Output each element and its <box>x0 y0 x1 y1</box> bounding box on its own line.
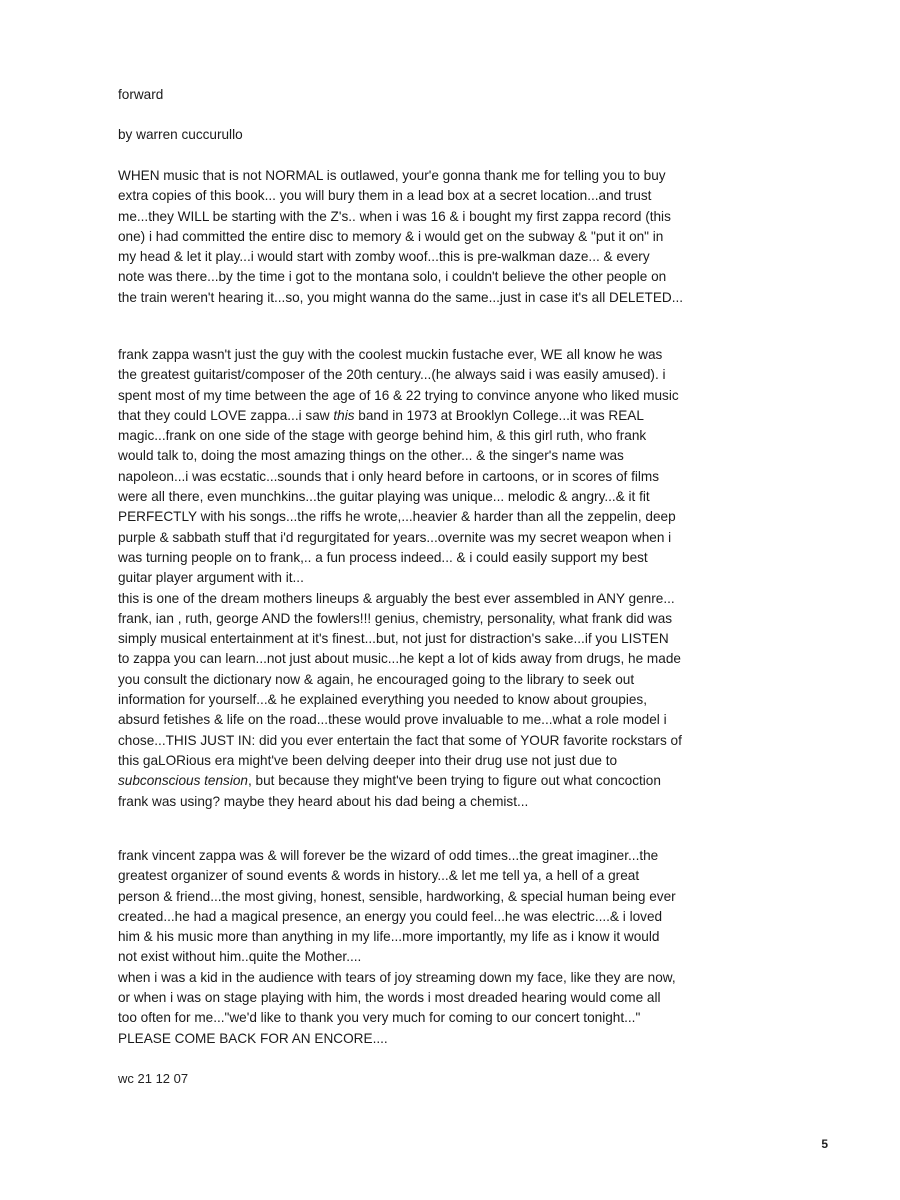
page-number: 5 <box>821 1137 828 1151</box>
text-line: my head & let it play...i would start with zomby woof...this is pre-walkman daze... & every <box>118 249 650 265</box>
text-line: you consult the dictionary now & again, he encouraged going to the library to seek out <box>118 671 635 687</box>
page-heading: forward <box>118 87 164 102</box>
text-line: him & his music more than anything in my life...more importantly, my life as i know it would <box>118 929 660 945</box>
text-line: this is one of the dream mothers lineups & arguably the best ever assembled in ANY genre... <box>118 590 675 606</box>
text-line: simply musical entertainment at it's finest...but, not just for distraction's sake...if you LISTEN <box>118 631 669 647</box>
text-line: absurd fetishes & life on the road...these would prove invaluable to me...what a role model i <box>118 712 667 728</box>
text-line: PERFECTLY with his songs...the riffs he wrote,...heavier & harder than all the zeppelin, deep <box>118 509 676 525</box>
text-line: one) i had committed the entire disc to memory & i would get on the subway & "put it on" in <box>118 228 664 244</box>
text-line: frank vincent zappa was & will forever be the wizard of odd times...the great imaginer...the <box>118 848 659 863</box>
text-line: extra copies of this book... you will bury them in a lead box at a secret location...and trust <box>118 188 652 204</box>
text-line: me...they WILL be starting with the Z's.. when i was 16 & i bought my first zappa record (this <box>118 208 671 224</box>
text-line: frank, ian , ruth, george AND the fowlers!!! genius, chemistry, personality, what frank did was <box>118 610 673 626</box>
text-line: too often for me..."we'd like to thank you very much for coming to our concert tonight..." <box>118 1010 641 1026</box>
paragraph-3 <box>118 846 818 1049</box>
text-line: when i was a kid in the audience with tears of joy streaming down my face, like they are now, <box>118 969 676 985</box>
text-line: WHEN music that is not NORMAL is outlawed, your'e gonna thank me for telling you to buy <box>118 168 666 183</box>
text-line: this gaLORious era might've been delving deeper into their drug use not just due to <box>118 752 618 768</box>
text-line: that they could LOVE zappa...i saw this band in 1973 at Brooklyn College...it was REAL <box>118 407 644 423</box>
text-line: were all there, even munchkins...the guitar playing was unique... melodic & angry...& it fit <box>118 489 650 505</box>
text-line: was turning people on to frank,.. a fun process indeed... & i could easily support my best <box>118 549 648 565</box>
text-line: purple & sabbath stuff that i'd regurgitated for years...overnite was my secret weapon when i <box>118 529 672 545</box>
text-line: magic...frank on one side of the stage with george behind him, & this girl ruth, who frank <box>118 428 647 444</box>
text-line: guitar player argument with it... <box>118 570 304 586</box>
text-line: the train weren't hearing it...so, you might wanna do the same...just in case it's all DELETED... <box>118 289 684 305</box>
text-line: spent most of my time between the age of 16 & 22 trying to convince anyone who liked music <box>118 387 679 403</box>
text-line: the greatest guitarist/composer of the 20th century...(he always said i was easily amused). i <box>118 367 666 383</box>
text-line: greatest organizer of sound events & words in history...& let me tell ya, a hell of a great <box>118 868 640 884</box>
text-line: note was there...by the time i got to the montana solo, i couldn't believe the other people on <box>118 269 667 285</box>
paragraph-2 <box>118 345 818 812</box>
text-line: subconscious tension, but because they might've been trying to figure out what concoction <box>118 773 661 789</box>
text-line: chose...THIS JUST IN: did you ever entertain the fact that some of YOUR favorite rockstars of <box>118 732 682 748</box>
text-line: frank zappa wasn't just the guy with the coolest muckin fustache ever, WE all know he was <box>118 347 663 362</box>
text-line: not exist without him..quite the Mother.... <box>118 949 362 965</box>
text-line: PLEASE COME BACK FOR AN ENCORE.... <box>118 1030 388 1046</box>
signature-date: wc 21 12 07 <box>118 1071 189 1086</box>
text-line: or when i was on stage playing with him, the words i most dreaded hearing would come all <box>118 990 661 1006</box>
text-line: created...he had a magical presence, an energy you could feel...he was electric....& i loved <box>118 908 663 924</box>
text-line: frank was using? maybe they heard about his dad being a chemist... <box>118 793 529 809</box>
text-line: person & friend...the most giving, honest, sensible, hardworking, & special human being ever <box>118 888 676 904</box>
paragraph-1 <box>118 166 818 308</box>
text-line: information for yourself...& he explained everything you needed to know about groupies, <box>118 692 647 708</box>
text-line: napoleon...i was ecstatic...sounds that i only heard before in cartoons, or in scores of films <box>118 468 660 484</box>
author-byline: by warren cuccurullo <box>118 127 243 142</box>
text-line: to zappa you can learn...not just about music...he kept a lot of kids away from drugs, he made <box>118 651 681 667</box>
text-line: would talk to, doing the most amazing things on the other... & the singer's name was <box>118 448 624 464</box>
